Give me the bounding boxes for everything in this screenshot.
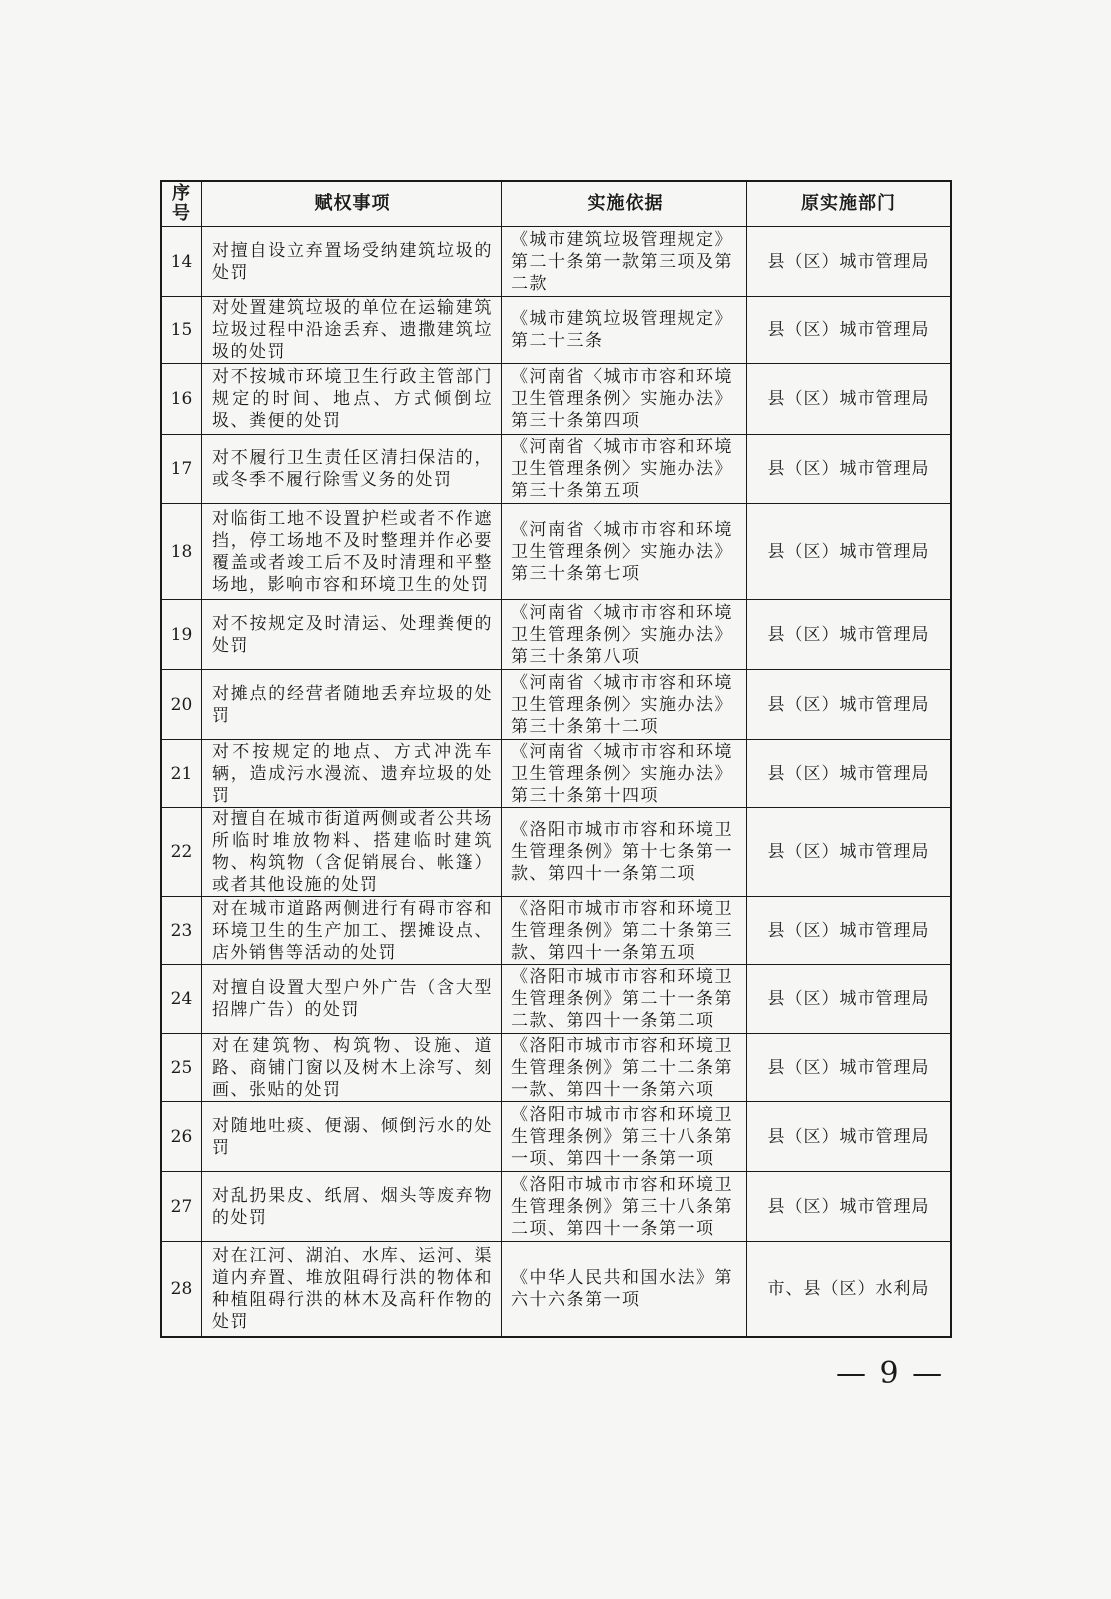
- row-number: 18: [170, 541, 193, 562]
- row-number-cell: [162, 1102, 202, 1172]
- row-number: 15: [170, 320, 193, 340]
- legal-basis-cell: [502, 1034, 747, 1102]
- legal-basis: 《洛阳市城市市容和环境卫生管理条例》第十七条第一款、第四十一条第二项: [511, 820, 733, 884]
- original-department: 县（区）城市管理局: [767, 389, 930, 409]
- original-department-cell: [747, 504, 950, 600]
- legal-basis-cell: [502, 1242, 747, 1336]
- authorized-item: 对在江河、湖泊、水库、运河、渠道内弃置、堆放阻碍行洪的物体和种植阻碍行洪的林木及高秆作物的处罚: [212, 1246, 493, 1332]
- header-original-department-label: 原实施部门: [801, 193, 896, 214]
- row-number-cell: [162, 965, 202, 1034]
- authorized-item-cell: [202, 1034, 502, 1102]
- row-number: 16: [170, 389, 193, 409]
- authorized-item: 对不按规定的地点、方式冲洗车辆，造成污水漫流、遗弃垃圾的处罚: [212, 741, 493, 806]
- header-authorized-item: [202, 182, 502, 227]
- row-number-cell: [162, 1172, 202, 1242]
- original-department-cell: [747, 740, 950, 808]
- row-number-cell: [162, 897, 202, 965]
- original-department-cell: [747, 897, 950, 965]
- row-number-cell: [162, 1034, 202, 1102]
- legal-basis-cell: [502, 227, 747, 297]
- original-department-cell: [747, 1172, 950, 1242]
- legal-basis: 《洛阳市城市市容和环境卫生管理条例》第二十一条第二款、第四十一条第二项: [511, 967, 733, 1031]
- authorized-item-cell: [202, 808, 502, 897]
- original-department-cell: [747, 1242, 950, 1336]
- original-department: 县（区）城市管理局: [767, 763, 930, 784]
- row-number: 26: [170, 1126, 193, 1147]
- legal-basis-cell: [502, 1172, 747, 1242]
- row-number-cell: [162, 1242, 202, 1336]
- row-number-cell: [162, 364, 202, 435]
- authorized-item: 对处置建筑垃圾的单位在运输建筑垃圾过程中沿途丢弃、遗撒建筑垃圾的处罚: [212, 298, 493, 362]
- header-legal-basis-label: 实施依据: [587, 193, 664, 214]
- header-serial-number: [162, 182, 202, 227]
- authorized-item-cell: [202, 227, 502, 297]
- legal-basis-cell: [502, 965, 747, 1034]
- legal-basis: 《洛阳市城市市容和环境卫生管理条例》第二十条第三款、第四十一条第五项: [511, 898, 733, 963]
- legal-basis-cell: [502, 1102, 747, 1172]
- row-number-cell: [162, 227, 202, 297]
- row-number-cell: [162, 504, 202, 600]
- original-department: 县（区）城市管理局: [767, 842, 930, 862]
- original-department: 县（区）城市管理局: [767, 1057, 930, 1078]
- authorized-item: 对不按城市环境卫生行政主管部门规定的时间、地点、方式倾倒垃圾、粪便的处罚: [212, 367, 493, 431]
- authorized-item: 对擅自设置大型户外广告（含大型招牌广告）的处罚: [212, 978, 493, 1020]
- legal-basis: 《河南省〈城市市容和环境卫生管理条例〉实施办法》第三十条第四项: [511, 367, 733, 431]
- legal-basis-cell: [502, 897, 747, 965]
- original-department: 县（区）城市管理局: [767, 1196, 930, 1217]
- original-department-cell: [747, 670, 950, 740]
- authorized-item: 对临街工地不设置护栏或者不作遮挡，停工场地不及时整理并作必要覆盖或者竣工后不及时清理和平整场地，影响市容和环境卫生的处罚: [212, 508, 493, 595]
- original-department-cell: [747, 435, 950, 504]
- original-department: 县（区）城市管理局: [767, 541, 930, 562]
- authorized-item-cell: [202, 740, 502, 808]
- authorization-table: [160, 180, 952, 1338]
- original-department-cell: [747, 1102, 950, 1172]
- row-number-cell: [162, 435, 202, 504]
- authorized-item-cell: [202, 1172, 502, 1242]
- authorized-item: 对乱扔果皮、纸屑、烟头等废弃物的处罚: [212, 1185, 493, 1228]
- original-department-cell: [747, 808, 950, 897]
- row-number-cell: [162, 740, 202, 808]
- original-department: 县（区）城市管理局: [767, 920, 930, 941]
- authorized-item: 对在建筑物、构筑物、设施、道路、商铺门窗以及树木上涂写、刻画、张贴的处罚: [212, 1035, 493, 1100]
- row-number: 23: [170, 920, 193, 941]
- row-number-cell: [162, 297, 202, 364]
- header-authorized-item-label: 赋权事项: [314, 193, 391, 214]
- authorized-item-cell: [202, 897, 502, 965]
- legal-basis: 《河南省〈城市市容和环境卫生管理条例〉实施办法》第三十条第七项: [511, 519, 733, 584]
- row-number-cell: [162, 600, 202, 670]
- legal-basis-cell: [502, 504, 747, 600]
- row-number: 28: [170, 1279, 193, 1299]
- original-department: 县（区）城市管理局: [767, 624, 930, 645]
- original-department: 县（区）城市管理局: [767, 320, 930, 340]
- authorized-item: 对摊点的经营者随地丢弃垃圾的处罚: [212, 683, 493, 726]
- header-original-department: [747, 182, 950, 227]
- original-department-cell: [747, 227, 950, 297]
- authorized-item-cell: [202, 297, 502, 364]
- header-serial-number-label: 序号: [172, 183, 191, 224]
- legal-basis-cell: [502, 364, 747, 435]
- original-department-cell: [747, 1034, 950, 1102]
- legal-basis: 《洛阳市城市市容和环境卫生管理条例》第二十二条第一款、第四十一条第六项: [511, 1035, 733, 1100]
- authorized-item-cell: [202, 364, 502, 435]
- original-department: 市、县（区）水利局: [767, 1279, 930, 1299]
- original-department: 县（区）城市管理局: [767, 459, 930, 479]
- legal-basis: 《河南省〈城市市容和环境卫生管理条例〉实施办法》第三十条第十二项: [511, 672, 733, 737]
- row-number-cell: [162, 670, 202, 740]
- row-number: 14: [170, 251, 193, 272]
- original-department-cell: [747, 600, 950, 670]
- legal-basis: 《中华人民共和国水法》第六十六条第一项: [511, 1268, 733, 1310]
- legal-basis: 《洛阳市城市市容和环境卫生管理条例》第三十八条第二项、第四十一条第一项: [511, 1174, 733, 1239]
- original-department-cell: [747, 297, 950, 364]
- authorized-item: 对在城市道路两侧进行有碍市容和环境卫生的生产加工、摆摊设点、店外销售等活动的处罚: [212, 898, 493, 963]
- original-department: 县（区）城市管理局: [767, 989, 930, 1009]
- legal-basis-cell: [502, 808, 747, 897]
- legal-basis-cell: [502, 670, 747, 740]
- authorized-item-cell: [202, 1102, 502, 1172]
- authorized-item-cell: [202, 600, 502, 670]
- row-number: 22: [170, 842, 193, 862]
- row-number: 20: [170, 694, 193, 715]
- legal-basis-cell: [502, 740, 747, 808]
- authorized-item: 对不按规定及时清运、处理粪便的处罚: [212, 613, 493, 656]
- row-number: 25: [170, 1057, 193, 1078]
- legal-basis: 《河南省〈城市市容和环境卫生管理条例〉实施办法》第三十条第八项: [511, 602, 733, 667]
- legal-basis: 《城市建筑垃圾管理规定》第二十三条: [511, 309, 733, 351]
- original-department: 县（区）城市管理局: [767, 1126, 930, 1147]
- authorized-item: 对不履行卫生责任区清扫保洁的，或冬季不履行除雪义务的处罚: [212, 448, 493, 490]
- authorized-item-cell: [202, 1242, 502, 1336]
- original-department: 县（区）城市管理局: [767, 694, 930, 715]
- authorized-item: 对擅自设立弃置场受纳建筑垃圾的处罚: [212, 240, 493, 283]
- original-department-cell: [747, 364, 950, 435]
- row-number: 21: [170, 763, 193, 784]
- legal-basis-cell: [502, 297, 747, 364]
- authorized-item-cell: [202, 504, 502, 600]
- authorized-item-cell: [202, 670, 502, 740]
- authorized-item: 对随地吐痰、便溺、倾倒污水的处罚: [212, 1115, 493, 1158]
- legal-basis: 《河南省〈城市市容和环境卫生管理条例〉实施办法》第三十条第十四项: [511, 741, 733, 806]
- page-number: — 9 —: [836, 1356, 945, 1391]
- row-number-cell: [162, 808, 202, 897]
- authorized-item: 对擅自在城市街道两侧或者公共场所临时堆放物料、搭建临时建筑物、构筑物（含促销展台、帐篷）或者其他设施的处罚: [212, 809, 493, 895]
- original-department: 县（区）城市管理局: [767, 251, 930, 272]
- legal-basis: 《城市建筑垃圾管理规定》第二十条第一款第三项及第二款: [511, 229, 733, 294]
- row-number: 17: [170, 459, 193, 479]
- row-number: 24: [170, 989, 193, 1009]
- legal-basis-cell: [502, 435, 747, 504]
- row-number: 19: [170, 624, 193, 645]
- legal-basis: 《洛阳市城市市容和环境卫生管理条例》第三十八条第一项、第四十一条第一项: [511, 1104, 733, 1169]
- original-department-cell: [747, 965, 950, 1034]
- authorized-item-cell: [202, 435, 502, 504]
- row-number: 27: [170, 1196, 193, 1217]
- header-legal-basis: [502, 182, 747, 227]
- legal-basis-cell: [502, 600, 747, 670]
- authorized-item-cell: [202, 965, 502, 1034]
- legal-basis: 《河南省〈城市市容和环境卫生管理条例〉实施办法》第三十条第五项: [511, 437, 733, 501]
